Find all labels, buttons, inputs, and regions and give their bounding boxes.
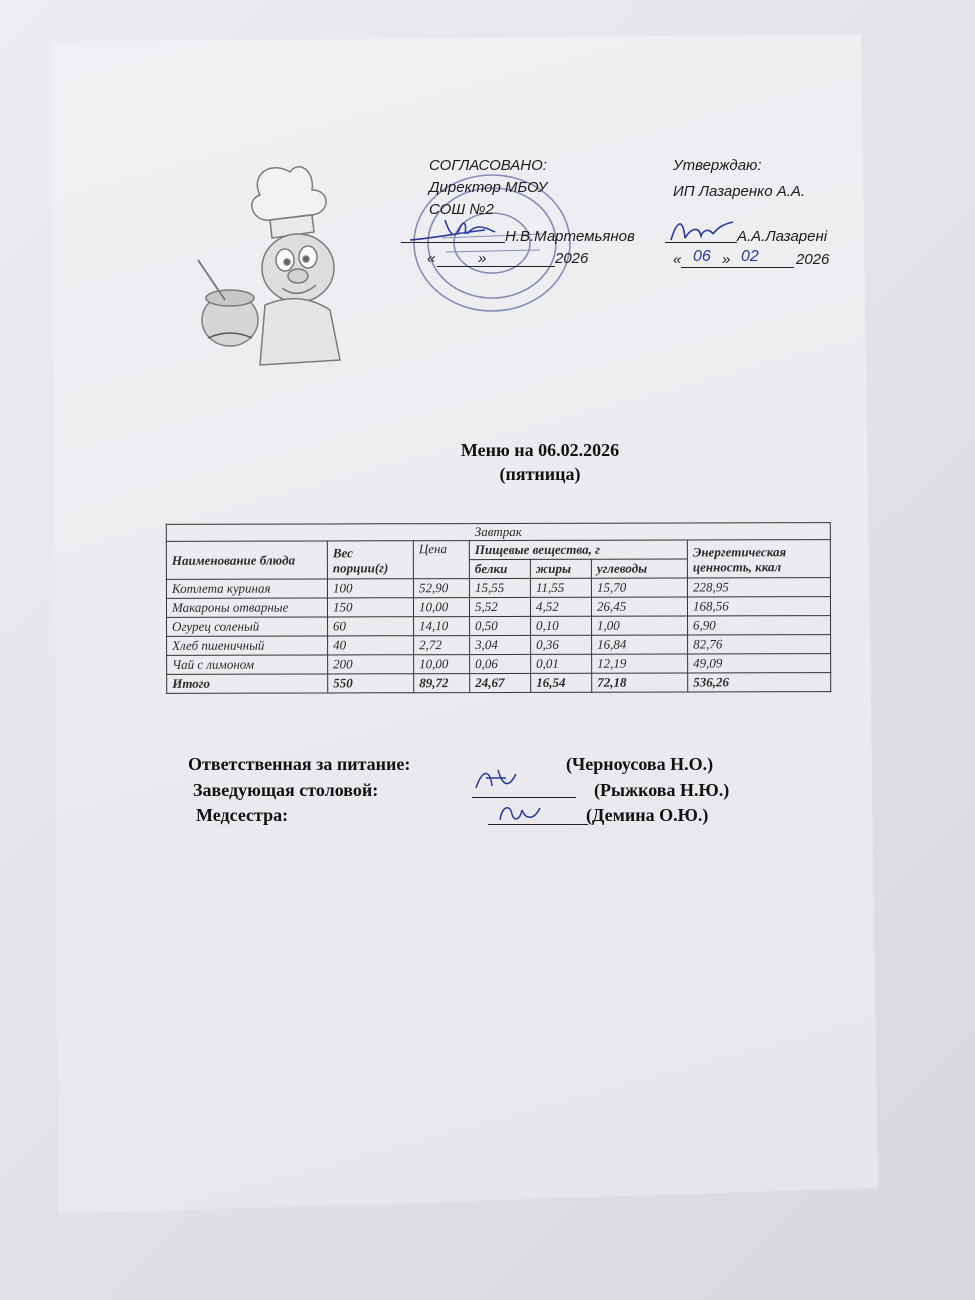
approver-signature [667,214,737,246]
col-header-name: Наименование блюда [166,541,327,579]
cell-carbs: 12,19 [592,654,688,673]
chef-illustration [190,160,365,375]
approval-right-month: 02 [741,248,759,265]
approval-right-date-open: « [673,251,682,268]
total-fat: 16,54 [531,673,592,692]
approval-left-label: СОГЛАСОВАНО: [429,157,547,174]
date-line-right [681,267,794,268]
approval-left-position: Директор МБОУ [429,179,548,196]
table-row [167,654,831,675]
cell-price: 14,10 [414,617,470,636]
cell-fat: 0,01 [531,654,592,673]
meal-header: Завтрак [166,523,830,542]
total-price: 89,72 [414,674,470,693]
total-protein: 24,67 [470,673,531,692]
date-line-left [437,266,555,267]
director-signature [405,210,515,250]
cell-carbs: 1,00 [592,616,688,635]
menu-rows [166,578,830,675]
cell-price: 52,90 [413,579,469,598]
approval-left-school: СОШ №2 [429,201,494,218]
signature-role-3: Медсестра: [196,805,289,825]
cell-weight: 40 [328,636,414,655]
cell-weight: 100 [327,579,413,598]
menu-table [166,522,831,694]
cell-weight: 200 [328,655,414,674]
col-header-carbs: углеводы [591,559,687,578]
cell-price: 10,00 [413,598,469,617]
cell-energy: 82,76 [688,635,831,654]
menu-day: (пятница) [499,464,581,484]
total-row [167,673,831,694]
approval-left-year: 2026 [555,250,589,267]
cell-energy: 49,09 [688,654,831,673]
signature-person-2: (Рыжкова Н.Ю.) [594,780,730,800]
signature-person-1: (Черноусова Н.О.) [566,754,714,774]
approval-right-name: А.А.Лазарені [737,228,828,245]
approval-right-day: 06 [693,248,711,265]
approval-right-date-close: » [722,251,731,268]
cell-fat: 0,10 [531,616,592,635]
cell-protein: 0,50 [470,616,531,635]
cell-name: Чай с лимоном [167,655,328,674]
col-header-price: Цена [413,541,469,579]
signature-role-1: Ответственная за питание: [188,754,411,774]
approval-left-date-close: » [478,250,487,267]
col-header-energy: Энергетическая ценность, ккал [687,540,830,578]
approval-right-label: Утверждаю: [673,157,762,174]
cell-name: Огурец соленый [167,617,328,636]
cell-protein: 3,04 [470,635,531,654]
col-header-weight: Вес порции(г) [327,541,413,579]
signature-handwritten-1 [472,764,522,796]
cell-price: 10,00 [414,655,470,674]
cell-energy: 6,90 [688,616,831,635]
cell-carbs: 15,70 [591,578,687,597]
cell-name: Котлета куриная [166,579,327,598]
cell-energy: 168,56 [687,597,830,616]
col-header-protein: белки [469,559,530,578]
cell-carbs: 16,84 [592,635,688,654]
cell-protein: 5,52 [469,597,530,616]
total-name: Итого [167,674,328,693]
approval-left-name: Н.В.Мартемьянов [505,228,635,245]
signature-handwritten-2 [494,798,544,828]
approval-right-year: 2026 [796,251,830,268]
table-row [166,597,830,618]
col-header-nutrients: Пищевые вещества, г [469,540,687,560]
cell-energy: 228,95 [687,578,830,597]
total-carbs: 72,18 [592,673,688,692]
total-energy: 536,26 [688,673,831,692]
cell-fat: 11,55 [530,578,591,597]
cell-carbs: 26,45 [591,597,687,616]
menu-title: Меню на 06.02.2026 [460,440,620,460]
cell-fat: 0,36 [531,635,592,654]
approval-left-date-open: « [427,250,436,267]
table-row [167,635,831,656]
signature-person-3: (Демина О.Ю.) [586,805,709,825]
cell-protein: 15,55 [469,578,530,597]
table-row [166,578,830,599]
cell-weight: 150 [327,598,413,617]
col-header-fat: жиры [530,559,591,578]
cell-name: Хлеб пшеничный [167,636,328,655]
cell-price: 2,72 [414,636,470,655]
cell-weight: 60 [328,617,414,636]
table-row [167,616,831,637]
total-weight: 550 [328,674,414,693]
cell-name: Макароны отварные [166,598,327,617]
approval-right-position: ИП Лазаренко А.А. [673,183,806,200]
cell-protein: 0,06 [470,654,531,673]
signature-role-2: Заведующая столовой: [193,780,379,800]
cell-fat: 4,52 [530,597,591,616]
